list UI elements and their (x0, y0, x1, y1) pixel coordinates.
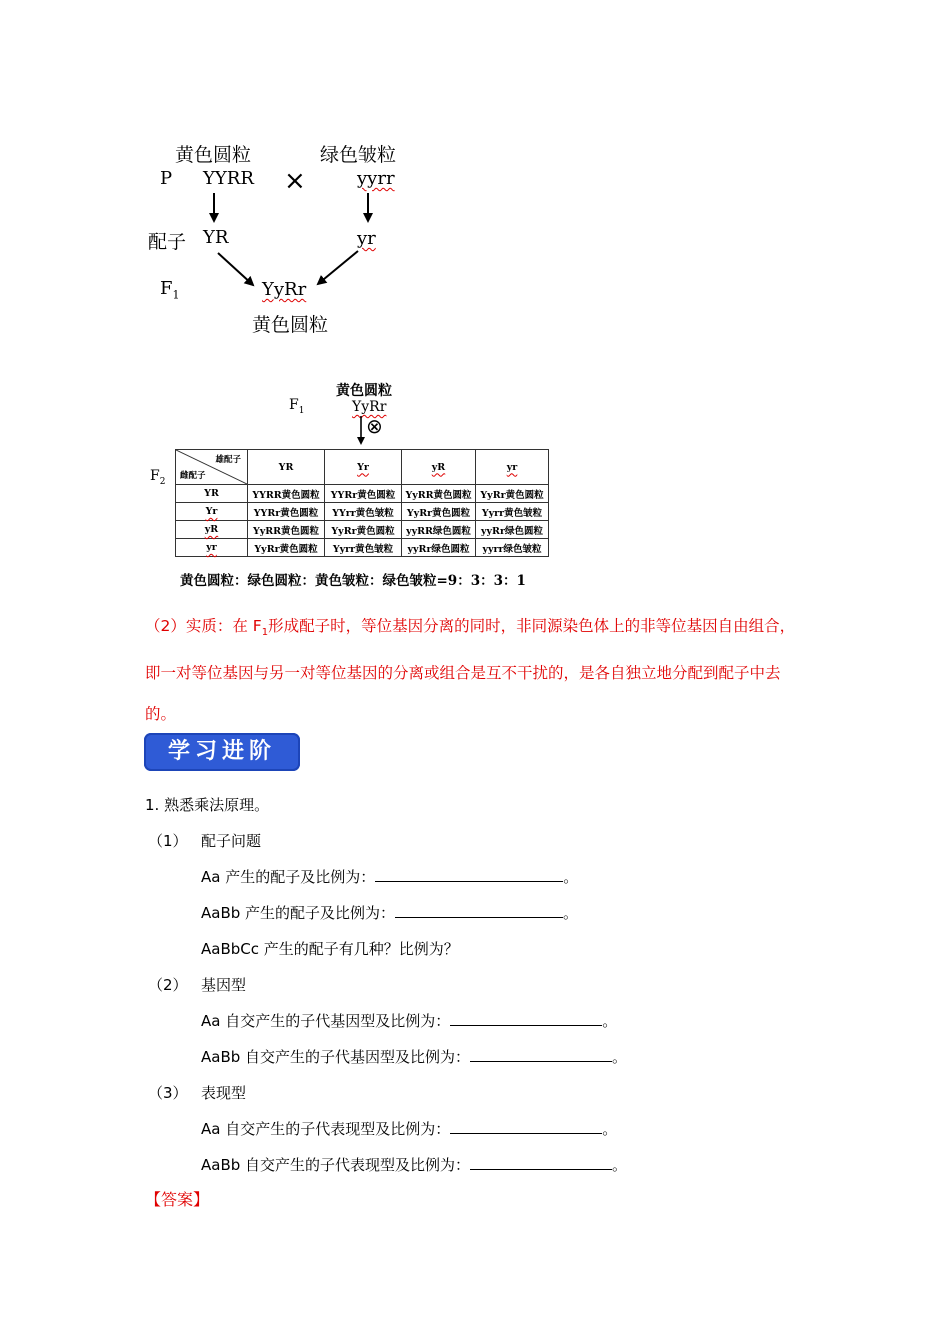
table-cell: YyRr黄色圆粒 (476, 485, 549, 503)
question-item: Aa 自交产生的子代表现型及比例为： 。 (201, 1120, 618, 1138)
arrow-diag-left (218, 253, 253, 285)
selfing-symbol: ⊗ (366, 414, 383, 438)
column-header: yR (402, 450, 476, 485)
answer-blank[interactable] (395, 903, 563, 918)
section-number: （3） (148, 1084, 188, 1102)
row-header: YR (176, 485, 248, 503)
female-gamete-header: 雌配子 (180, 471, 206, 481)
question-item: AaBb 自交产生的子代基因型及比例为： 。 (201, 1048, 628, 1066)
answer-label: 【答案】 (145, 1190, 210, 1209)
answer-blank[interactable] (450, 1011, 602, 1026)
question-item: Aa 产生的配子及比例为： 。 (201, 868, 579, 886)
diagonal-header-cell (176, 450, 248, 485)
table-cell: yyRr绿色圆粒 (476, 521, 549, 539)
male-gamete-header: 雄配子 (215, 455, 241, 465)
question-item: Aa 自交产生的子代基因型及比例为： 。 (201, 1012, 618, 1030)
arrow-diag-right (318, 251, 358, 284)
section-title: 配子问题 (201, 832, 262, 850)
table-cell: YyRR黄色圆粒 (248, 521, 325, 539)
f1-genotype-2: YyRr (352, 399, 387, 415)
answer-blank[interactable] (470, 1047, 612, 1062)
p-label: P (160, 168, 173, 189)
table-cell: YYRR黄色圆粒 (248, 485, 325, 503)
f1-genotype: YyRr (262, 279, 307, 300)
gamete-1: YR (203, 227, 229, 248)
punnett-square (175, 449, 549, 557)
parent1-phenotype: 黄色圆粒 (175, 144, 252, 166)
table-row (176, 521, 549, 539)
question-item: AaBb 产生的配子及比例为： 。 (201, 904, 579, 922)
table-cell: yyrr绿色皱粒 (476, 539, 549, 557)
table-cell: YyRr黄色圆粒 (402, 503, 476, 521)
table-cell: Yyrr黄色皱粒 (476, 503, 549, 521)
answer-blank[interactable] (470, 1155, 612, 1170)
f2-label: $F_2$ (150, 468, 166, 487)
table-row (176, 485, 549, 503)
table-cell: YYrr黄色皱粒 (325, 503, 402, 521)
parent1-genotype: YYRR (203, 168, 254, 189)
table-cell: YyRR黄色圆粒 (402, 485, 476, 503)
f1-phenotype-2: 黄色圆粒 (336, 383, 392, 399)
column-header: Yr (325, 450, 402, 485)
answer-blank[interactable] (375, 867, 563, 882)
table-cell: YYRr黄色圆粒 (248, 503, 325, 521)
section-number: （2） (148, 976, 188, 994)
gamete-label: 配子 (148, 231, 187, 253)
cross-arrows (0, 0, 950, 360)
phenotype-ratio: 黄色圆粒：绿色圆粒：黄色皱粒：绿色皱粒=9：3：3：1 (180, 573, 526, 589)
column-header: YR (248, 450, 325, 485)
question-1-title: 1. 熟悉乘法原理。 (145, 796, 270, 814)
answer-blank[interactable] (450, 1119, 602, 1134)
table-cell: yyRR绿色圆粒 (402, 521, 476, 539)
row-header: yr (176, 539, 248, 557)
table-row (176, 539, 549, 557)
table-row (176, 503, 549, 521)
section-number: （1） (148, 832, 188, 850)
row-header: yR (176, 521, 248, 539)
parent2-genotype: yyrr (357, 168, 395, 189)
essence-paragraph: （2）实质：在 $F_1$形成配子时，等位基因分离的同时，非同源染色体上的非等位基因自由组合，即一对等位基因与另一对等位基因的分离或组合是互不干扰的，是各自独立地分配到配子中去的。 (145, 617, 796, 724)
f1-label: $F_1$ (160, 278, 180, 302)
parent2-phenotype: 绿色皱粒 (320, 144, 397, 166)
section-banner: 学习进阶 (144, 733, 300, 771)
table-cell: YyRr黄色圆粒 (248, 539, 325, 557)
section-title: 基因型 (201, 976, 247, 994)
question-item: AaBb 自交产生的子代表现型及比例为： 。 (201, 1156, 628, 1174)
table-cell: YYRr黄色圆粒 (325, 485, 402, 503)
row-header: Yr (176, 503, 248, 521)
table-cell: yyRr绿色圆粒 (402, 539, 476, 557)
column-header: yr (476, 450, 549, 485)
table-cell: Yyrr黄色皱粒 (325, 539, 402, 557)
f1-phenotype: 黄色圆粒 (252, 314, 329, 336)
section-title: 表现型 (201, 1084, 247, 1102)
gamete-2: yr (357, 228, 376, 249)
question-item: AaBbCc 产生的配子有几种？比例为？ (201, 940, 459, 958)
f1-label-2: $F_1$ (289, 397, 305, 416)
cross-symbol: × (284, 166, 306, 196)
table-header-row (176, 450, 549, 485)
table-cell: YyRr黄色圆粒 (325, 521, 402, 539)
